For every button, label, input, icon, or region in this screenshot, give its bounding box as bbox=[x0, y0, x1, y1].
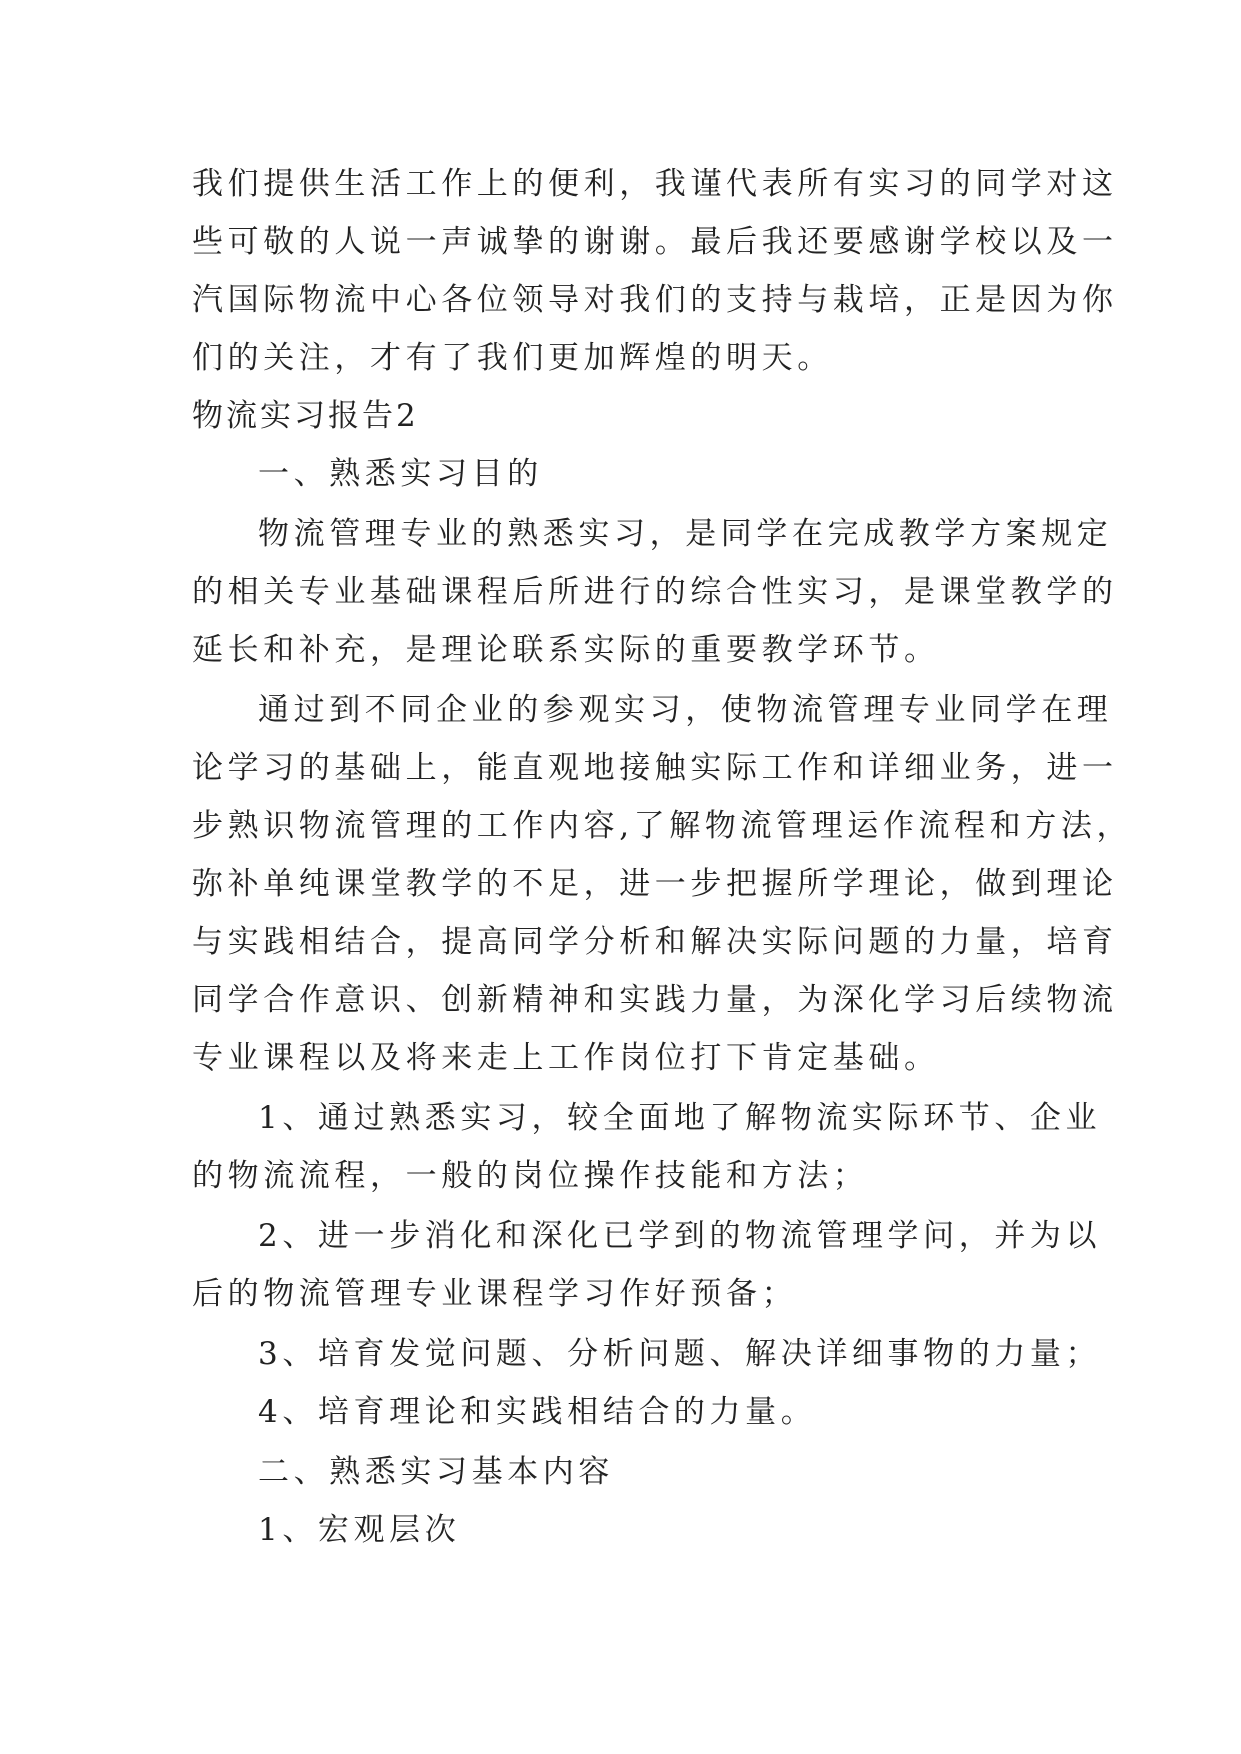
list-item-continuation: 后的物流管理专业课程学习作好预备； bbox=[192, 1276, 798, 1312]
paragraph-line: 弥补单纯课堂教学的不足，进一步把握所学理论，做到理论 bbox=[192, 866, 1118, 902]
section-title: 物流实习报告2 bbox=[192, 398, 419, 434]
paragraph-line: 同学合作意识、创新精神和实践力量，为深化学习后续物流 bbox=[192, 982, 1118, 1018]
paragraph-line: 的相关专业基础课程后所进行的综合性实习，是课堂教学的 bbox=[192, 574, 1118, 610]
paragraph-line: 延长和补充，是理论联系实际的重要教学环节。 bbox=[192, 632, 940, 668]
paragraph-line: 们的关注，才有了我们更加辉煌的明天。 bbox=[192, 340, 833, 376]
list-item: 1、宏观层次 bbox=[258, 1512, 461, 1548]
list-item: 2、进一步消化和深化已学到的物流管理学问，并为以 bbox=[258, 1218, 1102, 1254]
paragraph-line: 步熟识物流管理的工作内容,了解物流管理运作流程和方法， bbox=[192, 808, 1133, 844]
paragraph-line: 通过到不同企业的参观实习，使物流管理专业同学在理 bbox=[258, 692, 1113, 728]
paragraph-line: 汽国际物流中心各位领导对我们的支持与栽培，正是因为你 bbox=[192, 282, 1118, 318]
paragraph-line: 论学习的基础上，能直观地接触实际工作和详细业务，进一 bbox=[192, 750, 1118, 786]
list-item: 1、通过熟悉实习，较全面地了解物流实际环节、企业 bbox=[258, 1100, 1102, 1136]
list-item-continuation: 的物流流程，一般的岗位操作技能和方法； bbox=[192, 1158, 869, 1194]
section-heading: 一、熟悉实习目的 bbox=[258, 456, 543, 492]
paragraph-line: 些可敬的人说一声诚挚的谢谢。最后我还要感谢学校以及一 bbox=[192, 224, 1118, 260]
list-item: 4、培育理论和实践相结合的力量。 bbox=[258, 1394, 817, 1430]
paragraph-line: 专业课程以及将来走上工作岗位打下肯定基础。 bbox=[192, 1040, 940, 1076]
paragraph-line: 我们提供生活工作上的便利，我谨代表所有实习的同学对这 bbox=[192, 166, 1118, 202]
section-heading: 二、熟悉实习基本内容 bbox=[258, 1454, 614, 1490]
list-item: 3、培育发觉问题、分析问题、解决详细事物的力量； bbox=[258, 1336, 1102, 1372]
paragraph-line: 与实践相结合，提高同学分析和解决实际问题的力量，培育 bbox=[192, 924, 1118, 960]
paragraph-line: 物流管理专业的熟悉实习，是同学在完成教学方案规定 bbox=[258, 516, 1113, 552]
